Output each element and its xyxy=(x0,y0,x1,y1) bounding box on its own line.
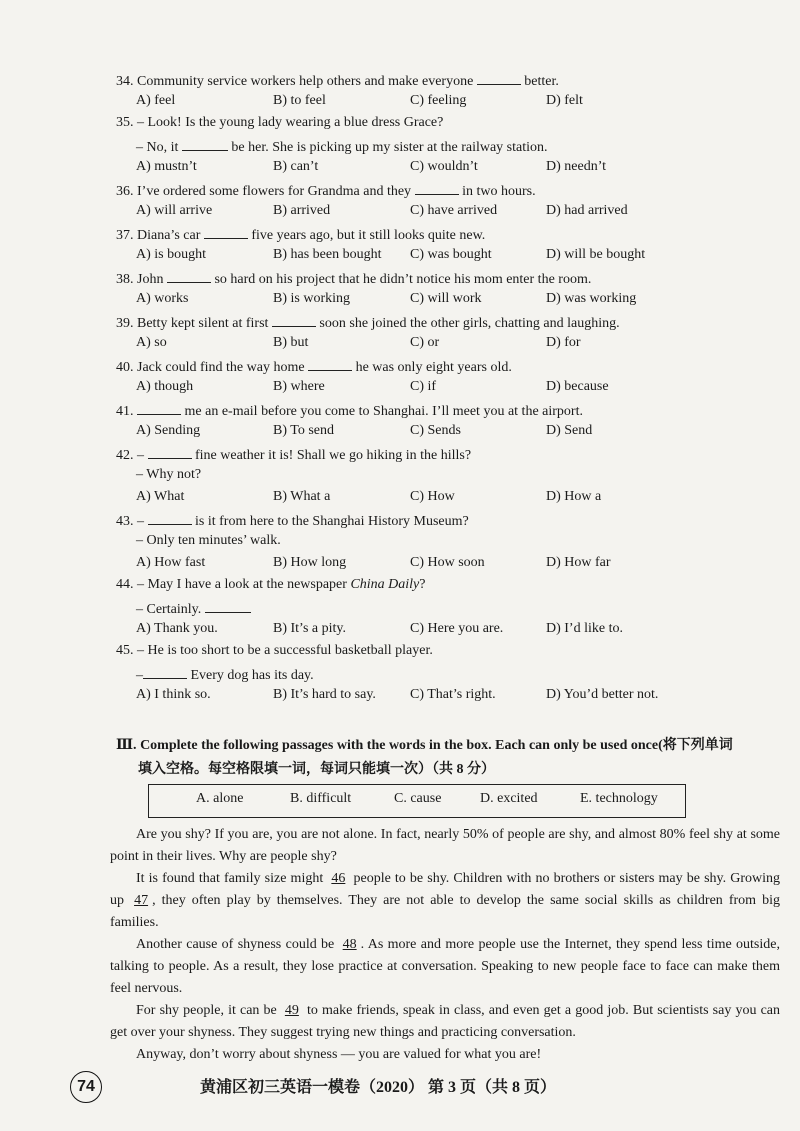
question-34 xyxy=(116,70,559,91)
dialog-text: – Only ten minutes’ walk. xyxy=(136,533,281,548)
option-b: B) has been bought xyxy=(273,247,382,262)
option-c: C) Here you are. xyxy=(410,621,504,636)
option-a: A) Thank you. xyxy=(136,621,218,636)
option-c: C) if xyxy=(410,379,437,394)
option-b: B) How long xyxy=(273,555,347,570)
option-d: D) felt xyxy=(546,93,583,108)
answer-blank xyxy=(415,180,459,195)
word-option-d: D. excited xyxy=(480,791,538,806)
question-text: I’ve ordered some flowers for Grandma and they xyxy=(137,184,412,199)
option-d: D) needn’t xyxy=(546,159,606,174)
blank-48[interactable]: 48 xyxy=(342,937,357,952)
question-number: 44. xyxy=(116,577,134,592)
question-37 xyxy=(116,224,485,245)
question-text: Jack could find the way home xyxy=(137,360,305,375)
option-c: C) feeling xyxy=(410,93,467,108)
answer-blank xyxy=(272,312,316,327)
option-a: A) so xyxy=(136,335,167,350)
question-number: 37. xyxy=(116,228,134,243)
blank-49[interactable]: 49 xyxy=(284,1003,299,1018)
dialog-text: – xyxy=(136,668,143,683)
newspaper-title: China Daily xyxy=(350,577,420,592)
passage-paragraph-5: Anyway, don’t worry about shyness — you are valued for what you are! xyxy=(136,1047,542,1062)
word-option-e: E. technology xyxy=(580,791,658,806)
question-text: – xyxy=(137,514,144,529)
answer-blank xyxy=(204,224,248,239)
option-a: A) How fast xyxy=(136,555,206,570)
answer-blank xyxy=(167,268,211,283)
option-c: C) will work xyxy=(410,291,482,306)
question-text: – Look! Is the young lady wearing a blue dress Grace? xyxy=(137,115,444,130)
option-c: C) was bought xyxy=(410,247,492,262)
option-c: C) How xyxy=(410,489,455,504)
section-numeral: Ⅲ. xyxy=(116,738,137,753)
passage-text: people to be shy. Children with no brothers or sisters may be shy. Growing up xyxy=(110,871,781,908)
question-45 xyxy=(116,642,433,660)
question-number: 43. xyxy=(116,514,134,529)
option-b: B) but xyxy=(273,335,309,350)
question-text: – May I have a look at the newspaper xyxy=(137,577,347,592)
blank-47[interactable]: 47 xyxy=(134,893,149,908)
question-number: 35. xyxy=(116,115,134,130)
option-d: D) How a xyxy=(546,489,602,504)
dialog-text: Every dog has its day. xyxy=(190,668,314,683)
answer-blank xyxy=(308,356,352,371)
question-text: five years ago, but it still looks quite new. xyxy=(251,228,486,243)
question-44-line2 xyxy=(136,598,251,619)
option-b: B) It’s hard to say. xyxy=(273,687,376,702)
question-35 xyxy=(116,114,443,132)
answer-blank xyxy=(137,400,181,415)
passage-text: It is found that family size might xyxy=(136,871,324,886)
section-instruction-cn: 填入空格。每空格限填一词，每词只能填一次）（共 8 分） xyxy=(138,762,495,777)
option-d: D) for xyxy=(546,335,581,350)
option-a: A) though xyxy=(136,379,194,394)
passage-paragraph-3 xyxy=(110,934,780,1000)
question-44 xyxy=(116,576,426,594)
question-42 xyxy=(116,444,471,465)
question-41 xyxy=(116,400,583,421)
question-number: 39. xyxy=(116,316,134,331)
question-text: so hard on his project that he didn’t notice his mom enter the room. xyxy=(214,272,592,287)
answer-blank xyxy=(182,136,228,151)
question-36 xyxy=(116,180,536,201)
word-option-c: C. cause xyxy=(394,791,442,806)
question-45-line2 xyxy=(136,664,314,685)
option-b: B) arrived xyxy=(273,203,331,218)
passage-paragraph-2 xyxy=(110,868,780,934)
option-d: D) You’d better not. xyxy=(546,687,659,702)
question-number: 41. xyxy=(116,404,134,419)
option-a: A) What xyxy=(136,489,185,504)
option-a: A) Sending xyxy=(136,423,201,438)
passage-paragraph-1: Are you shy? If you are, you are not alone. In fact, nearly 50% of people are shy, and almost 80% feel shy at some point in their lives. Why are people shy? xyxy=(110,827,780,864)
answer-blank xyxy=(477,70,521,85)
question-text: John xyxy=(137,272,164,287)
option-d: D) was working xyxy=(546,291,637,306)
option-a: A) works xyxy=(136,291,189,306)
question-39 xyxy=(116,312,620,333)
option-c: C) or xyxy=(410,335,440,350)
option-d: D) because xyxy=(546,379,609,394)
option-a: A) I think so. xyxy=(136,687,211,702)
option-d: D) had arrived xyxy=(546,203,628,218)
question-number: 40. xyxy=(116,360,134,375)
option-c: C) How soon xyxy=(410,555,485,570)
option-b: B) To send xyxy=(273,423,334,438)
option-d: D) will be bought xyxy=(546,247,646,262)
option-c: C) have arrived xyxy=(410,203,498,218)
question-43 xyxy=(116,510,469,531)
passage-text: , they often play by themselves. They are not able to develop the same social skills as children from big families. xyxy=(110,893,781,930)
passage-text: . As more and more people use the Internet, they spend less time outside, talking to people. As a result, they lose practice at conversation. Speaking to new people face to face can make them feel nervous. xyxy=(110,937,780,996)
section-instruction xyxy=(116,736,733,756)
option-d: D) Send xyxy=(546,423,593,438)
passage-text: to make friends, speak in class, and even get a good job. But scientists say you can get over your shyness. They suggest trying new things and practicing conversation. xyxy=(110,1003,781,1040)
option-b: B) It’s a pity. xyxy=(273,621,346,636)
option-c: C) Sends xyxy=(410,423,461,438)
question-text: fine weather it is! Shall we go hiking in the hills? xyxy=(195,448,472,463)
question-number: 36. xyxy=(116,184,134,199)
question-number: 45. xyxy=(116,643,134,658)
option-d: D) How far xyxy=(546,555,611,570)
passage-text: For shy people, it can be xyxy=(136,1003,277,1018)
question-text: Betty kept silent at first xyxy=(137,316,269,331)
question-38 xyxy=(116,268,591,289)
question-text: he was only eight years old. xyxy=(355,360,512,375)
word-option-b: B. difficult xyxy=(290,791,352,806)
passage-text: Another cause of shyness could be xyxy=(136,937,335,952)
passage-paragraph-4 xyxy=(110,1000,780,1044)
option-a: A) will arrive xyxy=(136,203,213,218)
page-badge: 74 xyxy=(70,1071,102,1103)
option-b: B) can’t xyxy=(273,159,319,174)
question-text: in two hours. xyxy=(462,184,536,199)
option-d: D) I’d like to. xyxy=(546,621,623,636)
word-option-a: A. alone xyxy=(196,791,244,806)
question-text: me an e-mail before you come to Shanghai. I’ll meet you at the airport. xyxy=(184,404,583,419)
question-number: 34. xyxy=(116,74,134,89)
question-40 xyxy=(116,356,512,377)
option-b: B) to feel xyxy=(273,93,326,108)
question-text: – xyxy=(137,448,144,463)
answer-blank xyxy=(205,598,251,613)
question-text: Diana’s car xyxy=(137,228,201,243)
question-number: 38. xyxy=(116,272,134,287)
option-b: B) is working xyxy=(273,291,350,306)
section-instruction-text: Complete the following passages with the words in the box. Each can only be used once(将下列单词 xyxy=(140,738,733,753)
question-text: better. xyxy=(524,74,559,89)
dialog-text: – Why not? xyxy=(136,467,202,482)
page-footer: 黄浦区初三英语一模卷（2020） 第 3 页（共 8 页） xyxy=(200,1079,557,1096)
dialog-text: – Certainly. xyxy=(136,602,202,617)
option-a: A) is bought xyxy=(136,247,206,262)
option-c: C) wouldn’t xyxy=(410,159,478,174)
question-text: Community service workers help others and make everyone xyxy=(137,74,474,89)
option-c: C) That’s right. xyxy=(410,687,496,702)
answer-blank xyxy=(148,510,192,525)
question-text: – He is too short to be a successful basketball player. xyxy=(137,643,433,658)
answer-blank xyxy=(148,444,192,459)
option-b: B) What a xyxy=(273,489,331,504)
question-text: soon she joined the other girls, chatting and laughing. xyxy=(319,316,620,331)
question-text: is it from here to the Shanghai History Museum? xyxy=(195,514,469,529)
option-a: A) feel xyxy=(136,93,176,108)
question-35-line2 xyxy=(136,136,548,157)
blank-46[interactable]: 46 xyxy=(331,871,346,886)
question-text: ? xyxy=(419,577,426,592)
dialog-text: – No, it xyxy=(136,140,179,155)
dialog-text: be her. She is picking up my sister at the railway station. xyxy=(231,140,548,155)
question-number: 42. xyxy=(116,448,134,463)
option-b: B) where xyxy=(273,379,325,394)
option-a: A) mustn’t xyxy=(136,159,197,174)
passage xyxy=(110,824,780,1066)
answer-blank xyxy=(143,664,187,679)
